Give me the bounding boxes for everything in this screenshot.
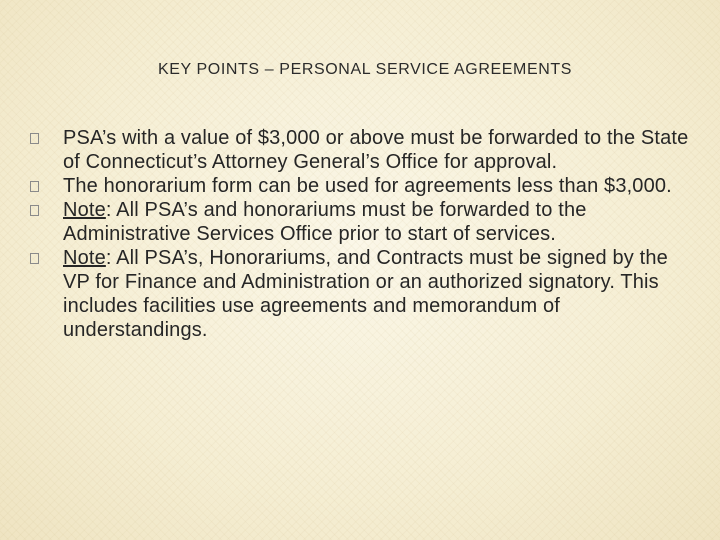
bullet-text: PSA’s with a value of $3,000 or above must be forwarded to the State of Connecticut’s Attorney General’s Office for approval.: [63, 127, 689, 173]
bullet-item: [30, 174, 700, 198]
square-bullet-icon: [30, 181, 39, 192]
bullet-item: [30, 198, 700, 246]
bullet-text: : All PSA’s, Honorariums, and Contracts must be signed by the VP for Finance and Administration or an authorized signatory. This includes facilities use agreements and memorandum of understandings.: [63, 247, 668, 341]
bullet-item: [30, 246, 700, 342]
note-label: Note: [63, 199, 106, 221]
note-label: Note: [63, 247, 106, 269]
square-bullet-icon: [30, 253, 39, 264]
slide-title: KEY POINTS – PERSONAL SERVICE AGREEMENTS: [157, 61, 573, 78]
bullet-text: : All PSA’s and honorariums must be forwarded to the Administrative Services Office prior to start of services.: [63, 199, 587, 245]
square-bullet-icon: [30, 205, 39, 216]
square-bullet-icon: [30, 133, 39, 144]
bullet-list: [30, 126, 700, 342]
bullet-item: [30, 126, 700, 174]
bullet-text: The honorarium form can be used for agreements less than $3,000.: [63, 175, 672, 197]
